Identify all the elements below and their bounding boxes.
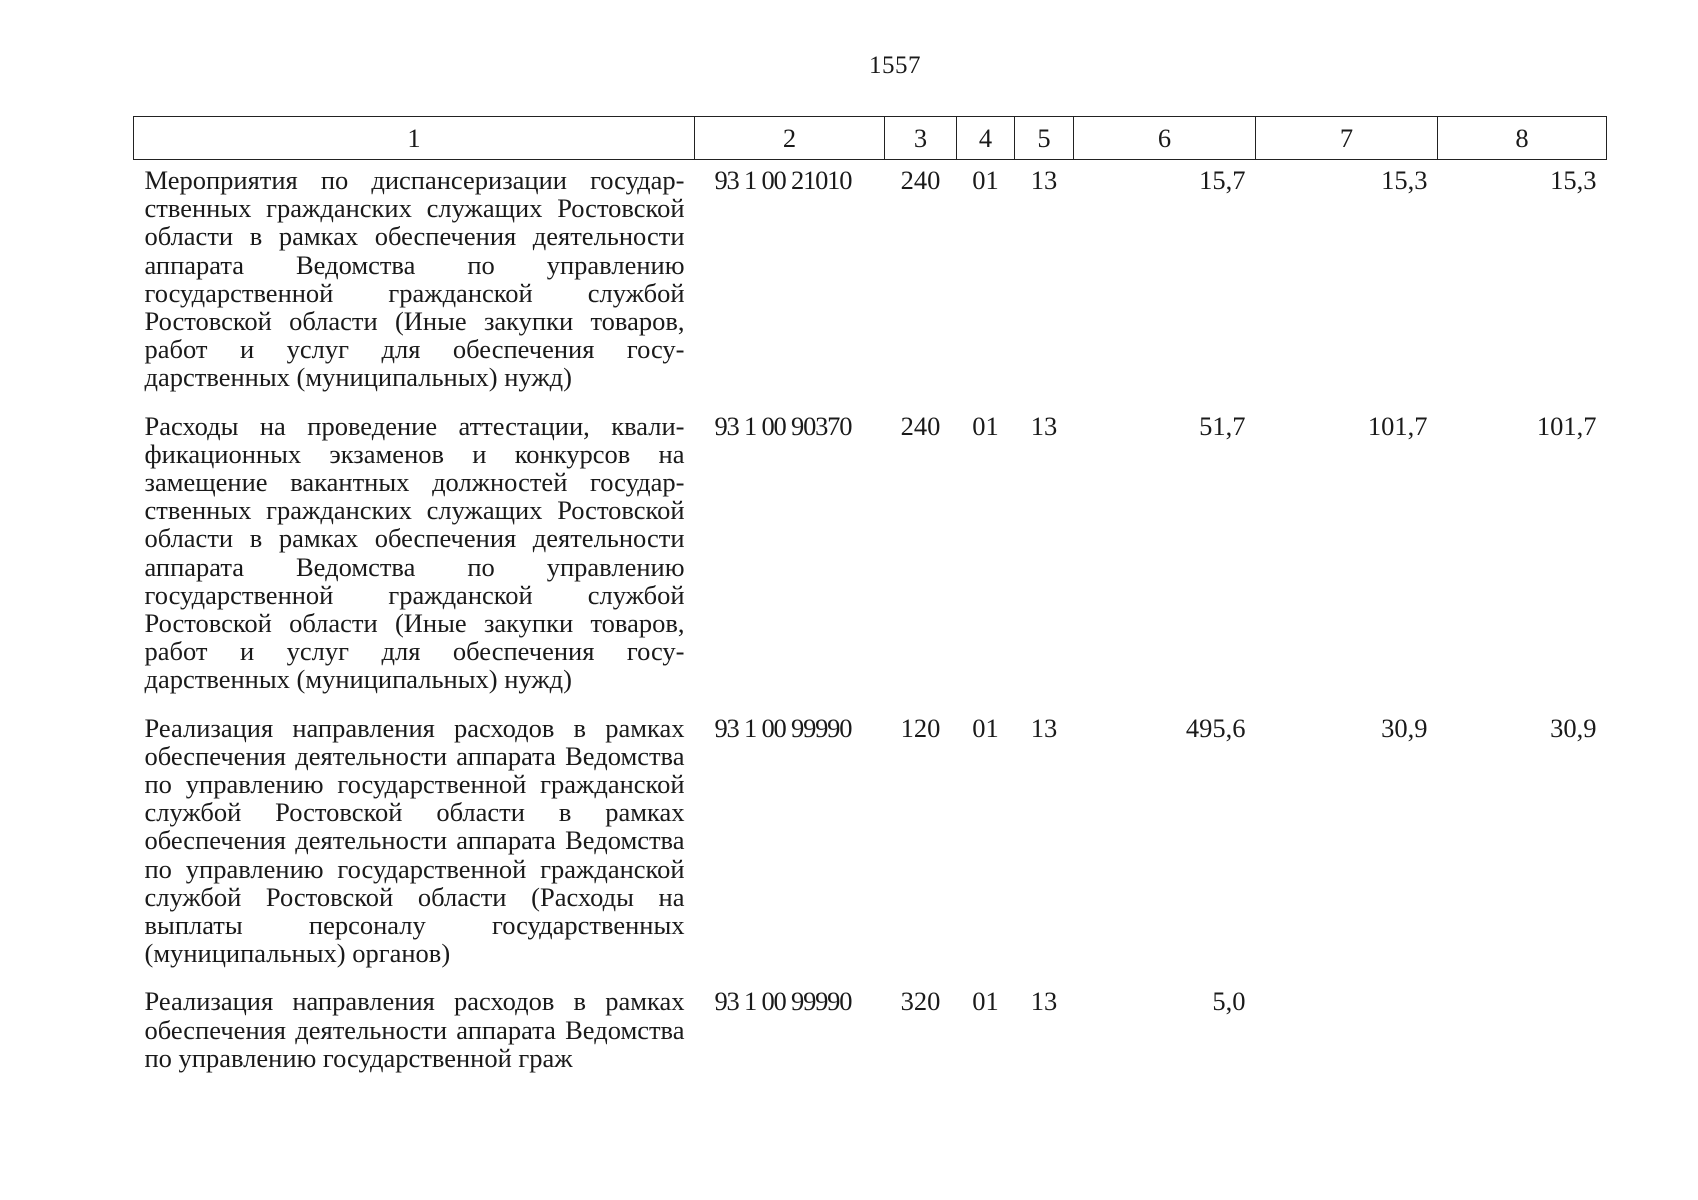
row-amount-col7: 30,9 [1381,712,1428,743]
row-description: Реализация направления расходов в рамках обеспечения деятельности аппарата Ведомства по управлению государственной гражданской службой Ростовской области в рамках обеспечения деятельности аппарата Ведомства по управлению государственной гражданской службой Ростовской области (Расходы на выплаты персоналу государственных (муниципальных) органов) [144,712,685,969]
row-description: Расходы на проведение аттестации, квалификационных экзаменов и конкурсов на замещение вакантных должностей государственных гражданских служащих Ростовской области в рамках обеспечения деятельности аппарата Ведомства по управлению государственной гражданской службой Ростовской области (Иные закупки товаров, работ и услуг для обеспечения государственных (муниципальных) нужд) [144,410,685,695]
budget-table [133,116,1607,1086]
table-row [134,981,1607,1086]
row-section: 01 [972,986,999,1017]
table-row [134,708,1607,982]
table-row [134,406,1607,708]
column-header-3: 3 [885,117,957,160]
row-target-code: 93 1 00 90370 [714,410,852,441]
row-subsection: 13 [1030,165,1058,195]
column-header-1: 1 [134,117,695,160]
row-expense-type: 240 [900,165,941,195]
row-amount-col7 [1256,981,1438,1086]
row-section: 01 [972,165,999,195]
table-row [134,160,1607,406]
column-header-7: 7 [1256,117,1438,160]
row-section: 01 [972,410,999,441]
row-amount-col8: 15,3 [1550,165,1597,195]
row-amount-col6: 495,6 [1185,712,1246,743]
page-number: 1557 [869,52,921,79]
row-description: Мероприятия по диспансеризации государственных гражданских служащих Ростовской области в рамках обеспечения деятельности аппарата Ведомства по управлению государственной гражданской службой Ростовской области (Иные закупки товаров, работ и услуг для обеспечения государственных (муниципальных) нужд) [144,165,685,393]
row-amount-col8: 101,7 [1536,410,1597,441]
row-target-code: 93 1 00 99990 [714,712,852,743]
row-section: 01 [972,712,999,743]
column-header-5: 5 [1015,117,1074,160]
row-expense-type: 320 [900,986,941,1017]
row-amount-col6: 15,7 [1199,165,1246,195]
row-amount-col6: 51,7 [1199,410,1246,441]
table-header [134,117,1607,160]
row-subsection: 13 [1030,410,1058,441]
row-target-code: 93 1 00 99990 [714,986,852,1017]
row-description: Реализация направления расходов в рамках обеспечения деятельности аппарата Ведомства по управлению государственной граж [144,986,685,1073]
row-target-code: 93 1 00 21010 [714,165,852,195]
table-body [134,160,1607,1087]
row-expense-type: 120 [900,712,941,743]
row-amount-col7: 101,7 [1367,410,1428,441]
row-amount-col8 [1438,981,1607,1086]
column-header-2: 2 [695,117,885,160]
row-amount-col6: 5,0 [1212,986,1246,1017]
header-row [134,117,1607,160]
row-subsection: 13 [1030,712,1058,743]
column-header-4: 4 [957,117,1015,160]
column-header-6: 6 [1074,117,1256,160]
row-subsection: 13 [1030,986,1058,1017]
row-amount-col7: 15,3 [1381,165,1428,195]
row-expense-type: 240 [900,410,941,441]
row-amount-col8: 30,9 [1550,712,1597,743]
column-header-8: 8 [1438,117,1607,160]
